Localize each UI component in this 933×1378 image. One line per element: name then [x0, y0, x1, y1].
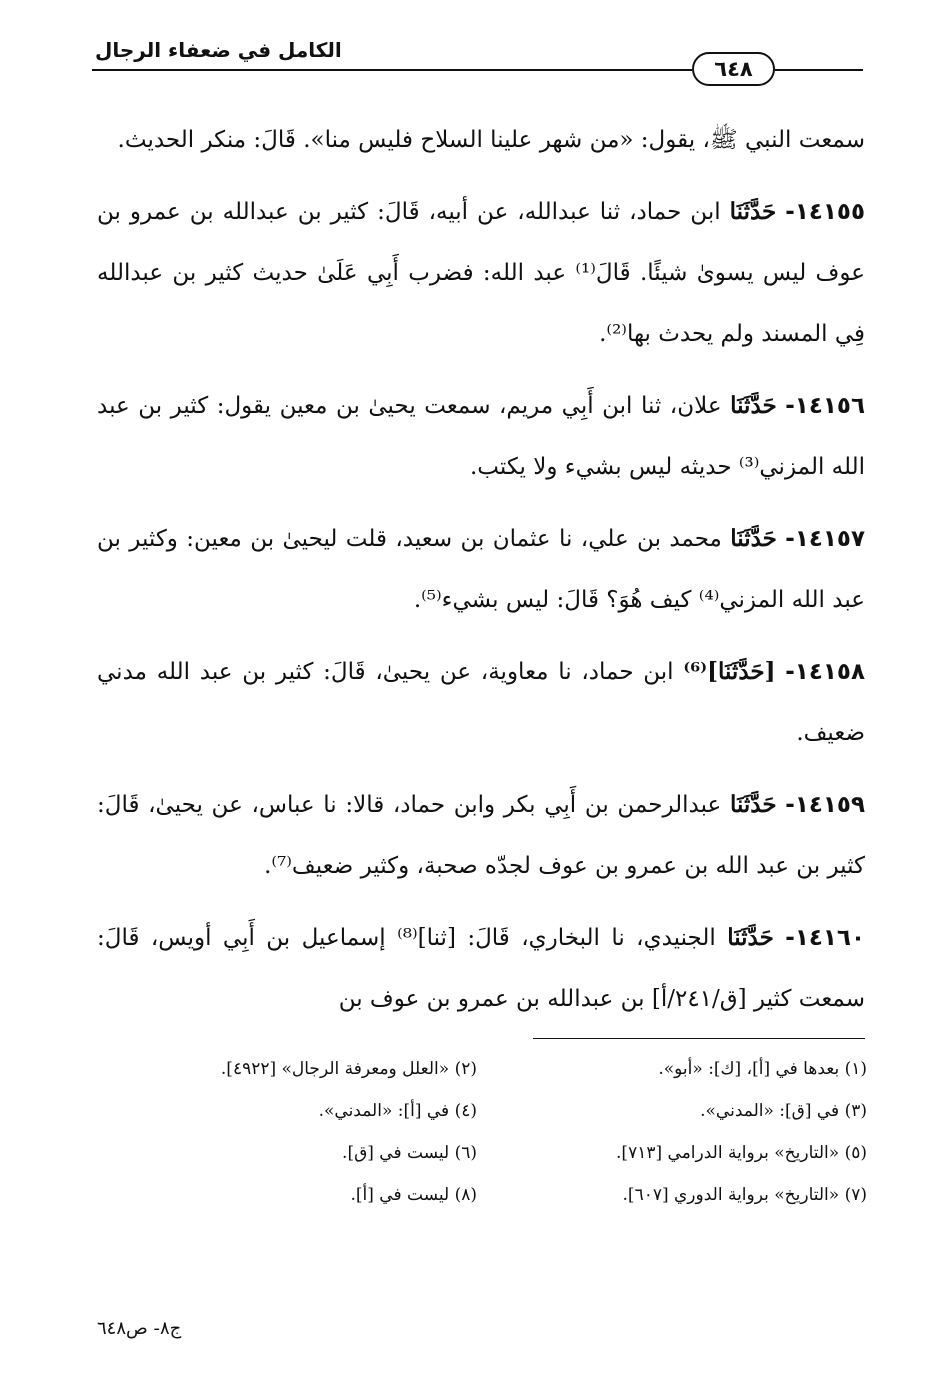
footnote-7: (٧) «التاريخ» برواية الدوري [٦٠٧]. — [622, 1185, 867, 1205]
paragraph-continuation — [97, 110, 865, 171]
hadith-keyword: حَدَّثَنَا — [727, 924, 774, 951]
hadith-14156 — [97, 375, 865, 498]
header-rule-right — [775, 69, 863, 71]
hadith-14160 — [97, 907, 865, 1030]
body-text — [97, 110, 865, 1040]
paragraph-text: الجنيدي، نا البخاري، قَالَ: [ثنا]⁽⁸⁾ إسماعيل بن أَبِي أويس، قَالَ: سمعت كثير [ق/٢٤١/أ] بن عبدالله بن عمرو بن عوف بن — [97, 925, 865, 1012]
page-number-badge: ٦٤٨ — [692, 52, 775, 86]
hadith-keyword: [حَدَّثَنَا]⁽⁶⁾ — [683, 658, 776, 685]
hadith-number: ١٤١٥٦- — [785, 393, 865, 419]
paragraph-text: محمد بن علي، نا عثمان بن سعيد، قلت ليحيىٰ بن معين: وكثير بن عبد الله المزني⁽⁴⁾ كيف هُوَ؟ قَالَ: ليس بشيء⁽⁵⁾. — [97, 526, 865, 613]
footnote-4: (٤) في [أ]: «المدني». — [318, 1101, 477, 1121]
hadith-number: ١٤١٥٥- — [785, 199, 866, 225]
hadith-keyword: حَدَّثَنَا — [730, 392, 777, 419]
footnote-rule — [533, 1038, 865, 1039]
hadith-number: ١٤١٦٠- — [785, 925, 866, 951]
footnote-1: (١) بعدها في [أ]، [ك]: «أبو». — [658, 1059, 867, 1079]
hadith-14158 — [97, 641, 865, 764]
paragraph-text: سمعت النبي ﷺ، يقول: «من شهر علينا السلاح فليس منا». قَالَ: منكر الحديث. — [117, 127, 865, 153]
hadith-14155 — [97, 181, 865, 365]
footnotes — [97, 1054, 867, 1210]
hadith-14157 — [97, 508, 865, 631]
running-title: الكامل في ضعفاء الرجال — [95, 38, 342, 62]
footnote-2: (٢) «العلل ومعرفة الرجال» [٤٩٢٢]. — [220, 1059, 477, 1079]
footnote-3: (٣) في [ق]: «المدني». — [700, 1101, 867, 1121]
paragraph-text: عبدالرحمن بن أَبِي بكر وابن حماد، قالا: نا عباس، عن يحيىٰ، قَالَ: كثير بن عبد الله بن عمرو بن عوف لجدّه صحبة، وكثير ضعيف⁽⁷⁾. — [97, 792, 865, 879]
hadith-number: ١٤١٥٩- — [785, 792, 866, 818]
hadith-keyword: حَدَّثَنَا — [730, 525, 777, 552]
paragraph-text: ابن حماد، نا معاوية، عن يحيىٰ، قَالَ: كثير بن عبد الله مدني ضعيف. — [97, 659, 865, 746]
volume-page-footer: ج٨- ص٦٤٨ — [97, 1318, 182, 1339]
paragraph-text: علان، ثنا ابن أَبِي مريم، سمعت يحيىٰ بن معين يقول: كثير بن عبد الله المزني⁽³⁾ حديثه ليس بشيء ولا يكتب. — [97, 393, 865, 480]
hadith-keyword: حَدَّثَنَا — [729, 791, 777, 818]
hadith-keyword: حَدَّثَنَا — [729, 198, 777, 225]
hadith-14159 — [97, 774, 865, 897]
hadith-number: ١٤١٥٨- — [785, 659, 865, 685]
footnote-8: (٨) ليست في [أ]. — [350, 1185, 477, 1205]
footnote-6: (٦) ليست في [ق]. — [342, 1143, 477, 1163]
header-rule-left — [92, 69, 692, 71]
footnote-5: (٥) «التاريخ» برواية الدرامي [٧١٣]. — [616, 1143, 867, 1163]
paragraph-text: ابن حماد، ثنا عبدالله، عن أبيه، قَالَ: كثير بن عبدالله بن عمرو بن عوف ليس يسوىٰ شيئًا. قَالَ⁽¹⁾ عبد الله: فضرب أَبِي عَلَىٰ حديث كثير بن عبدالله فِي المسند ولم يحدث بها⁽²⁾. — [97, 199, 865, 347]
hadith-number: ١٤١٥٧- — [785, 526, 866, 552]
